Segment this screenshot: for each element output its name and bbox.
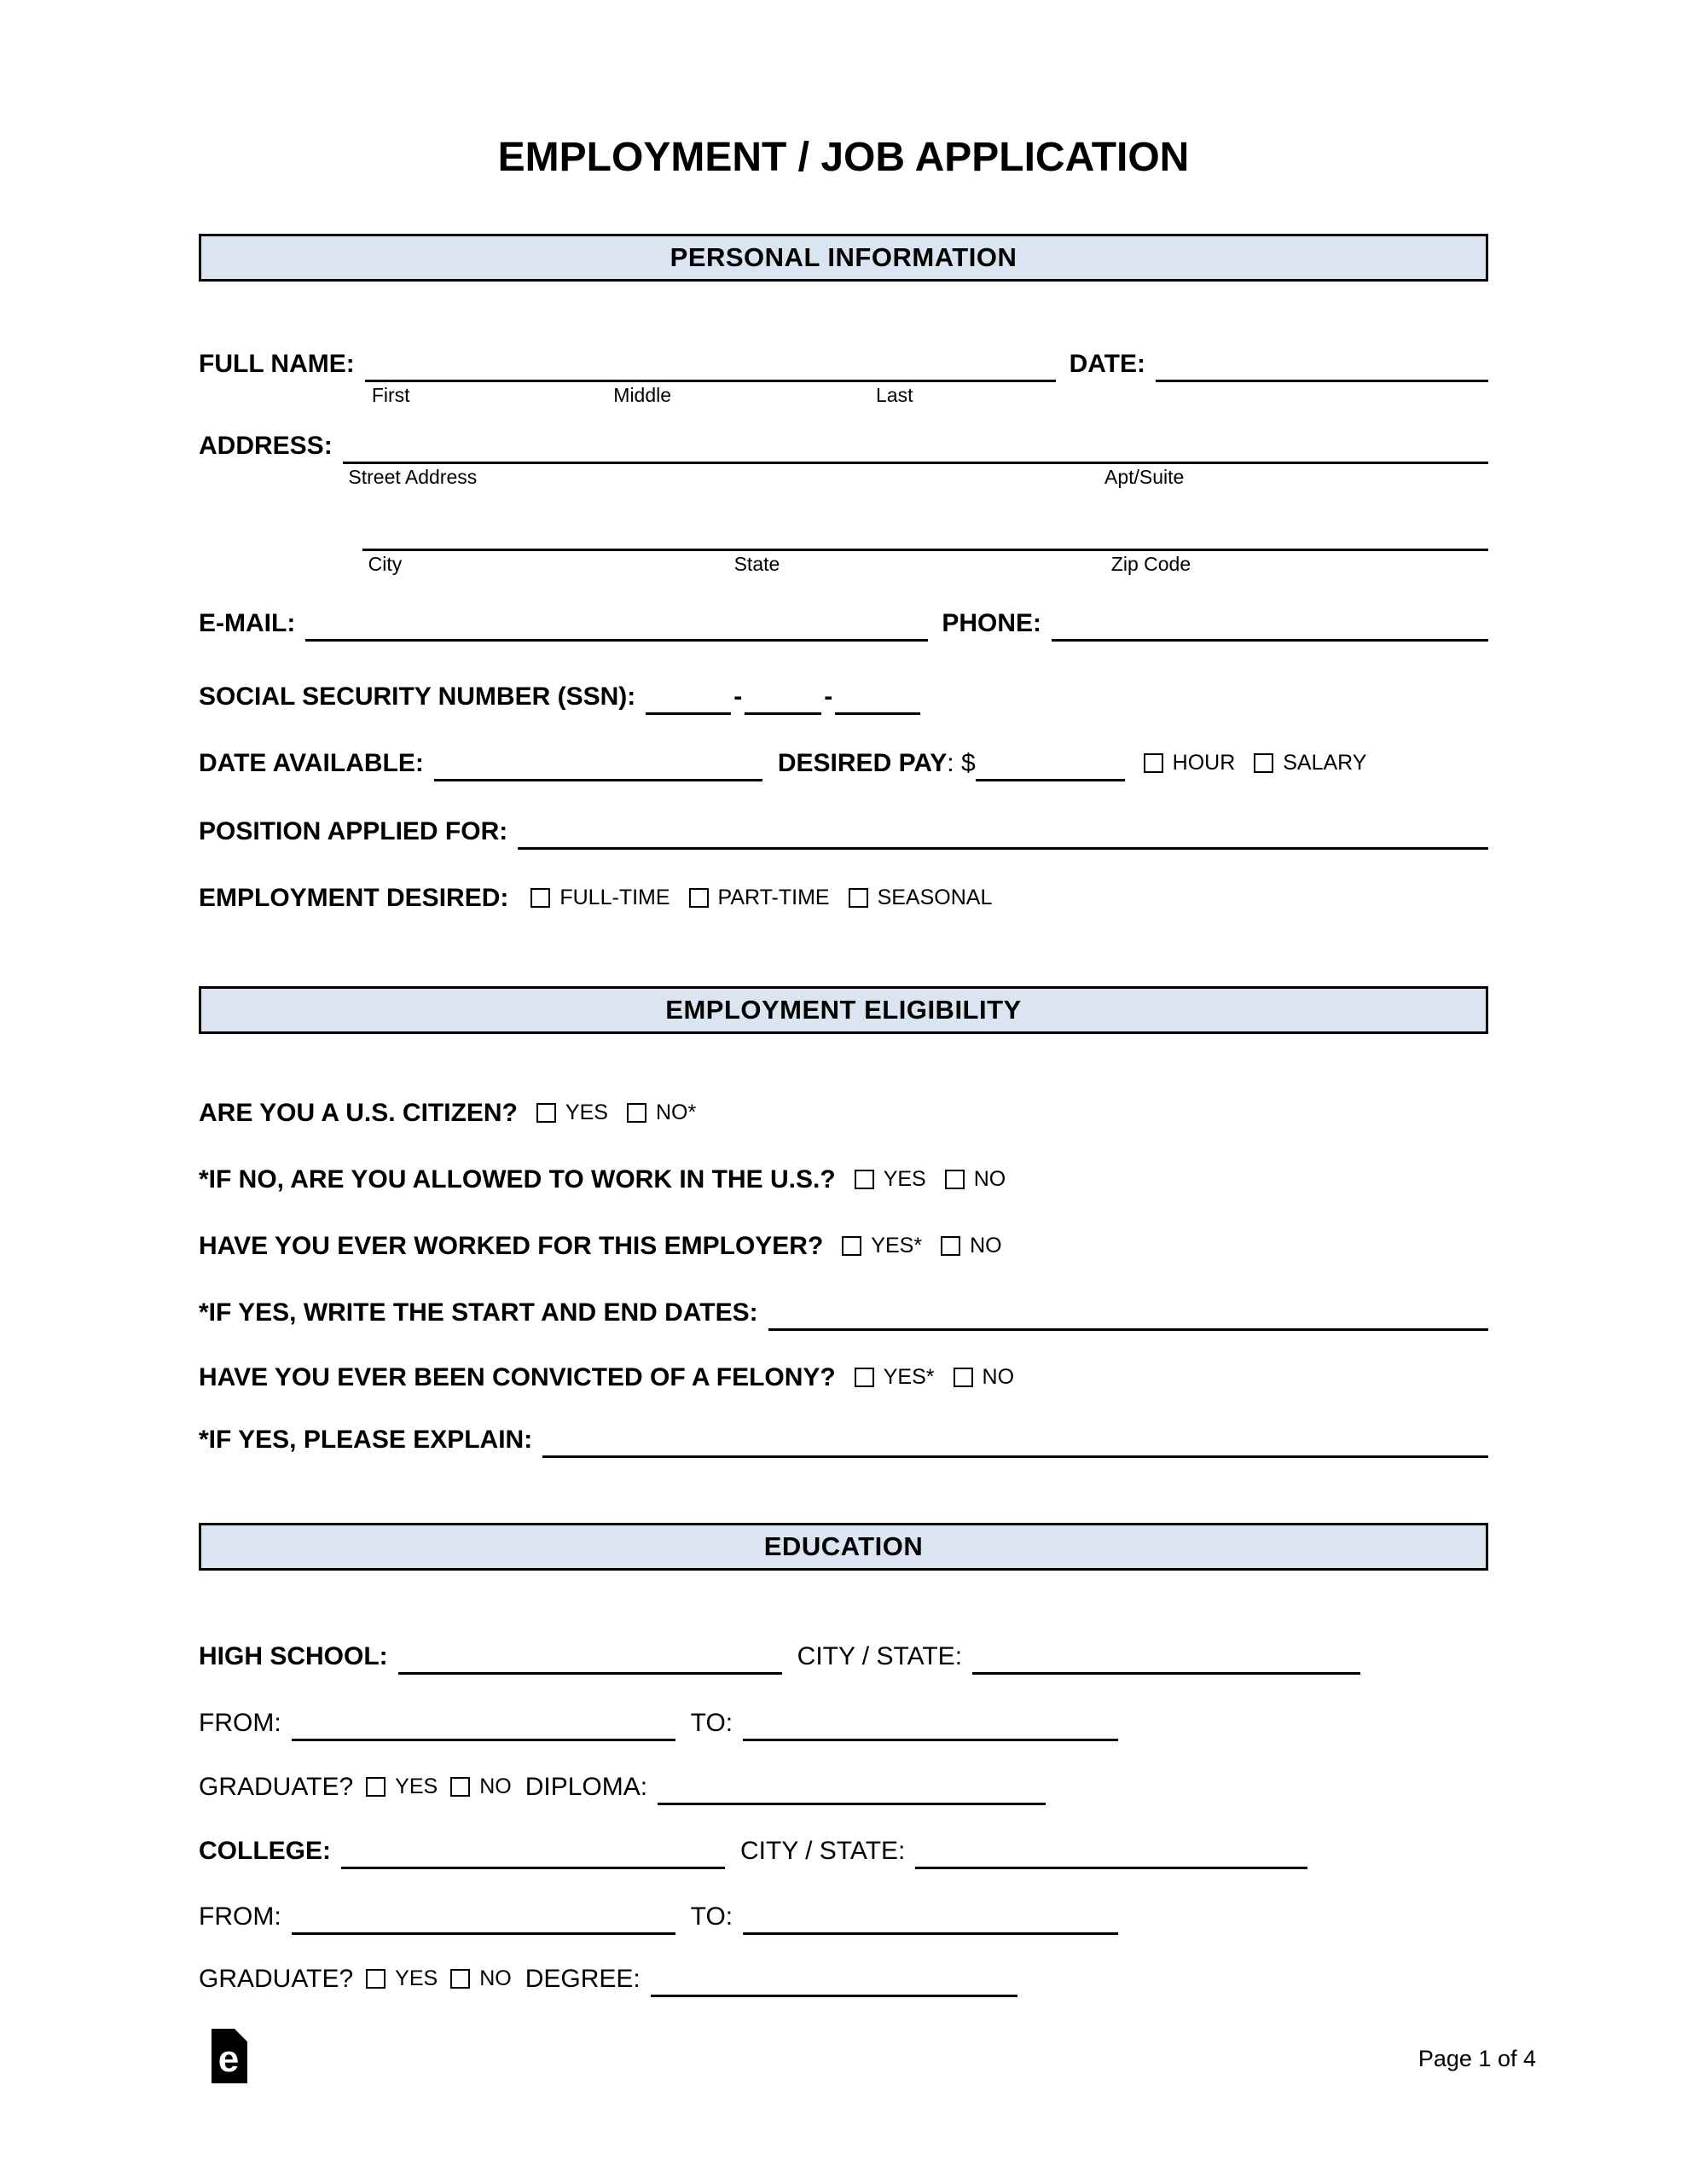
diploma-label: DIPLOMA:: [525, 1773, 648, 1801]
hs-graduate-row: [199, 1769, 1488, 1805]
felony-yes-label: YES*: [883, 1365, 935, 1389]
ssn-row: [199, 679, 1488, 715]
college-row: [199, 1833, 1488, 1869]
email-phone-row: [199, 606, 1488, 642]
option-allowed-yes: [855, 1162, 926, 1198]
option-citizen-yes: [536, 1095, 608, 1131]
caption-first: First: [371, 384, 410, 406]
worked-for-employer-row: [199, 1228, 1488, 1264]
email-field[interactable]: [305, 606, 928, 642]
college-graduate-row: [199, 1961, 1488, 1997]
option-hs-graduate-no: [450, 1769, 512, 1805]
employment-desired-label: EMPLOYMENT DESIRED:: [199, 884, 509, 912]
citizen-no-label: NO*: [655, 1101, 697, 1124]
option-part-time: [689, 880, 830, 916]
start-end-dates-field[interactable]: [768, 1295, 1488, 1331]
city-state-zip-field[interactable]: [362, 515, 1488, 575]
checkbox-felony-no[interactable]: [954, 1368, 973, 1387]
section-header-education: [199, 1523, 1488, 1571]
hs-graduate-no-label: NO: [479, 1774, 512, 1798]
college-graduate-label: GRADUATE?: [199, 1965, 354, 1993]
college-graduate-yes-label: YES: [395, 1966, 438, 1990]
option-hour: [1144, 746, 1236, 781]
hour-label: HOUR: [1172, 751, 1236, 775]
checkbox-citizen-no[interactable]: [627, 1103, 646, 1123]
college-label: COLLEGE:: [199, 1837, 331, 1865]
position-row: [199, 814, 1488, 850]
college-city-state-label: CITY / STATE:: [740, 1837, 906, 1865]
section-header-employment-eligibility: [199, 986, 1488, 1034]
full-name-label: FULL NAME:: [199, 350, 355, 378]
hs-from-to-row: [199, 1705, 1488, 1741]
option-worked-no: [941, 1228, 1002, 1264]
explain-label: *IF YES, PLEASE EXPLAIN:: [199, 1426, 533, 1454]
desired-pay-currency: : $: [947, 749, 976, 777]
street-address-field[interactable]: [343, 428, 1488, 488]
document-icon: [212, 2029, 247, 2083]
full-name-row: [199, 346, 1488, 406]
checkbox-citizen-yes[interactable]: [536, 1103, 556, 1123]
degree-field[interactable]: [651, 1961, 1017, 1997]
caption-middle: Middle: [613, 384, 672, 406]
hs-graduate-yes-label: YES: [395, 1774, 438, 1798]
college-to-label: TO:: [690, 1902, 733, 1931]
part-time-label: PART-TIME: [717, 886, 830, 909]
date-available-field[interactable]: [434, 746, 762, 781]
college-from-label: FROM:: [199, 1902, 281, 1931]
checkbox-salary[interactable]: [1254, 753, 1273, 773]
hs-city-state-field[interactable]: [972, 1639, 1360, 1675]
position-label: POSITION APPLIED FOR:: [199, 817, 508, 845]
full-name-field[interactable]: [365, 346, 1056, 406]
us-citizen-row: [199, 1095, 1488, 1131]
checkbox-worked-yes[interactable]: [842, 1236, 861, 1256]
degree-label: DEGREE:: [525, 1965, 641, 1993]
date-available-row: [199, 746, 1488, 781]
option-hs-graduate-yes: [366, 1769, 438, 1805]
checkbox-allowed-no[interactable]: [945, 1170, 965, 1189]
seasonal-label: SEASONAL: [877, 886, 993, 909]
page-number: Page 1 of 4: [1417, 2046, 1536, 2071]
salary-label: SALARY: [1283, 751, 1367, 775]
high-school-field[interactable]: [398, 1639, 782, 1675]
option-full-time: [530, 880, 670, 916]
citizen-yes-label: YES: [565, 1101, 608, 1124]
checkbox-worked-no[interactable]: [941, 1236, 960, 1256]
ssn-dash-2: -: [824, 682, 833, 711]
us-citizen-question: ARE YOU A U.S. CITIZEN?: [199, 1099, 518, 1127]
checkbox-hs-graduate-yes[interactable]: [366, 1777, 386, 1797]
address-row: [199, 428, 1488, 488]
option-salary: [1254, 746, 1366, 781]
explain-row: [199, 1422, 1488, 1458]
checkbox-full-time[interactable]: [530, 888, 550, 908]
allowed-to-work-row: [199, 1162, 1488, 1198]
college-field[interactable]: [341, 1833, 725, 1869]
explain-field[interactable]: [542, 1422, 1488, 1458]
option-felony-yes: [855, 1360, 935, 1396]
hs-to-field[interactable]: [743, 1705, 1118, 1741]
option-seasonal: [849, 880, 993, 916]
checkbox-college-graduate-no[interactable]: [450, 1969, 470, 1989]
section-header-personal-information: [199, 234, 1488, 282]
ssn-field-1[interactable]: [646, 679, 731, 715]
phone-field[interactable]: [1052, 606, 1488, 642]
section-title: PERSONAL INFORMATION: [670, 242, 1017, 272]
option-allowed-no: [945, 1162, 1006, 1198]
full-time-label: FULL-TIME: [559, 886, 670, 909]
city-state-zip-row: [199, 515, 1488, 575]
checkbox-seasonal[interactable]: [849, 888, 868, 908]
option-college-graduate-no: [450, 1961, 512, 1997]
ssn-label: SOCIAL SECURITY NUMBER (SSN):: [199, 682, 636, 711]
college-graduate-no-label: NO: [479, 1966, 512, 1990]
hs-graduate-label: GRADUATE?: [199, 1773, 354, 1801]
section-title: EMPLOYMENT ELIGIBILITY: [665, 995, 1022, 1025]
hs-from-field[interactable]: [292, 1705, 675, 1741]
option-citizen-no: [627, 1095, 696, 1131]
worked-yes-label: YES*: [871, 1234, 923, 1258]
checkbox-college-graduate-yes[interactable]: [366, 1969, 386, 1989]
date-available-label: DATE AVAILABLE:: [199, 749, 424, 777]
desired-pay-field[interactable]: [976, 746, 1125, 781]
allowed-to-work-question: *IF NO, ARE YOU ALLOWED TO WORK IN THE U.S.?: [199, 1165, 836, 1194]
diploma-field[interactable]: [658, 1769, 1046, 1805]
college-from-to-row: [199, 1899, 1488, 1935]
ssn-field-2[interactable]: [745, 679, 821, 715]
felony-no-label: NO: [982, 1365, 1015, 1389]
college-from-field[interactable]: [292, 1899, 675, 1935]
hs-city-state-label: CITY / STATE:: [797, 1642, 963, 1670]
hs-from-label: FROM:: [199, 1709, 281, 1737]
caption-last: Last: [876, 384, 913, 406]
date-field[interactable]: [1156, 346, 1488, 382]
employment-desired-row: [199, 880, 1488, 916]
checkbox-part-time[interactable]: [689, 888, 709, 908]
college-city-state-field[interactable]: [915, 1833, 1307, 1869]
checkbox-felony-yes[interactable]: [855, 1368, 874, 1387]
start-end-dates-label: *IF YES, WRITE THE START AND END DATES:: [199, 1298, 758, 1327]
felony-question: HAVE YOU EVER BEEN CONVICTED OF A FELONY?: [199, 1363, 836, 1391]
address-label: ADDRESS:: [199, 432, 333, 460]
svg-text:e: e: [217, 2038, 240, 2080]
college-to-field[interactable]: [743, 1899, 1118, 1935]
felony-row: [199, 1360, 1488, 1396]
option-felony-no: [954, 1360, 1015, 1396]
hs-to-label: TO:: [690, 1709, 733, 1737]
ssn-dash-1: -: [733, 682, 743, 711]
desired-pay-label: DESIRED PAY: [777, 749, 948, 777]
allowed-no-label: NO: [973, 1167, 1006, 1191]
high-school-row: [199, 1639, 1488, 1675]
caption-street-address: Street Address: [348, 466, 478, 488]
checkbox-allowed-yes[interactable]: [855, 1170, 874, 1189]
ssn-field-3[interactable]: [835, 679, 920, 715]
position-field[interactable]: [518, 814, 1488, 850]
allowed-yes-label: YES: [883, 1167, 926, 1191]
worked-no-label: NO: [970, 1234, 1002, 1258]
caption-apt-suite: Apt/Suite: [1104, 466, 1185, 488]
caption-zip-code: Zip Code: [1110, 553, 1191, 575]
section-title: EDUCATION: [763, 1531, 924, 1561]
caption-state: State: [733, 553, 780, 575]
email-label: E-MAIL:: [199, 609, 296, 637]
option-worked-yes: [842, 1228, 922, 1264]
date-label: DATE:: [1069, 350, 1145, 378]
page-title: EMPLOYMENT / JOB APPLICATION: [497, 135, 1190, 180]
checkbox-hs-graduate-no[interactable]: [450, 1777, 470, 1797]
caption-city: City: [368, 553, 403, 575]
phone-label: PHONE:: [942, 609, 1041, 637]
start-end-dates-row: [199, 1295, 1488, 1331]
eforms-logo: [212, 2029, 247, 2083]
option-college-graduate-yes: [366, 1961, 438, 1997]
checkbox-hour[interactable]: [1144, 753, 1163, 773]
high-school-label: HIGH SCHOOL:: [199, 1642, 388, 1670]
worked-for-employer-question: HAVE YOU EVER WORKED FOR THIS EMPLOYER?: [199, 1232, 824, 1260]
